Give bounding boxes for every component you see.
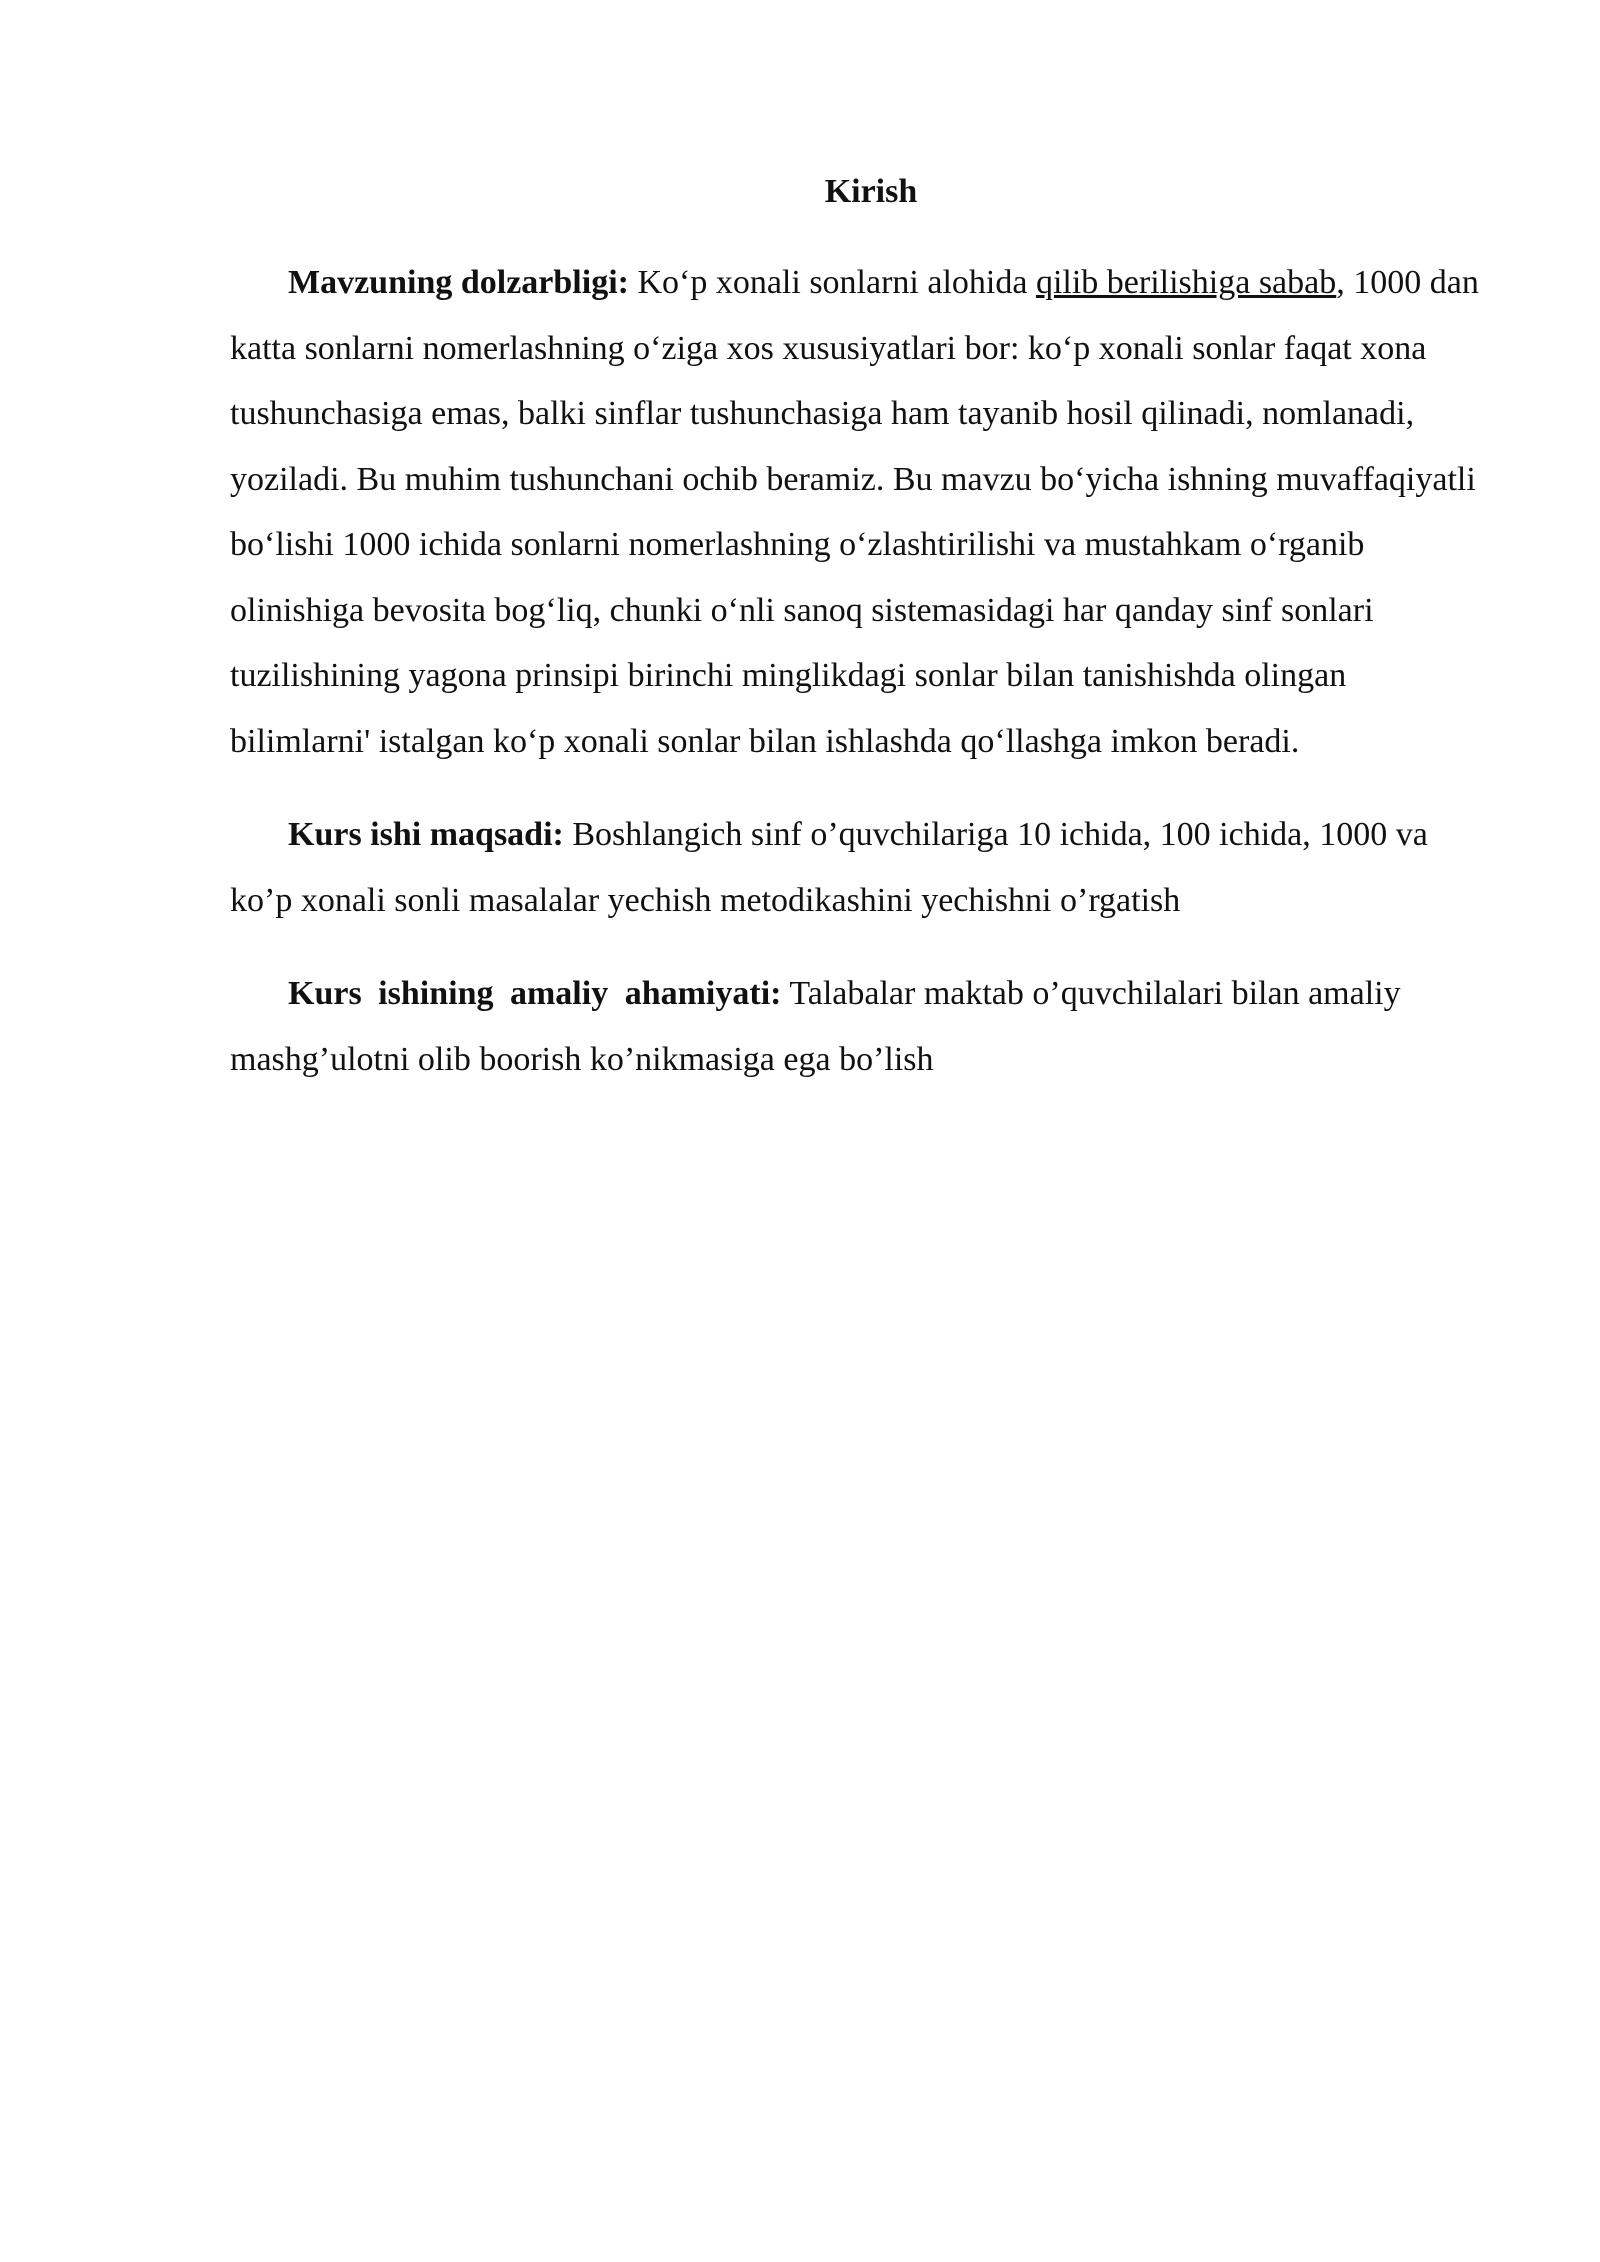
paragraph-text: , 1000 dan katta sonlarni nomerlashning o‘ziga xos xususiyatlari bor: ko‘p xonali sonlar faqat xona tushunchasiga emas, balki sinflar tushunchasiga ham tayanib hosil qilinadi, nomlanadi, yoziladi. Bu muhim tushunchani ochib beramiz. Bu mavzu bo‘yicha ishning muvaffaqiyatli bo‘lishi 1000 ichida sonlarni nomerlashning o‘zlashtirilishi va mustahkam o‘rganib olinishiga bevosita bog‘liq, chunki o‘nli sanoq sistemasidagi har qanday sinf sonlari tuzilishining yagona prinsipi birinchi minglikdagi sonlar bilan tanishishda olingan bilimlarni' istalgan ko‘p xonali sonlar bilan ishlashda qo‘llashga imkon beradi.	[230, 264, 1479, 760]
paragraph-text: Boshlangich sinf o’quvchilariga 10 ichida, 100 ichida, 1000 va ko’p xonali sonli masalalar yechish metodikashini yechishni o’rgatish	[230, 816, 1428, 919]
paragraph-label: Mavzuning dolzarbligi:	[288, 264, 629, 301]
paragraph-practical-value	[230, 961, 1482, 1092]
paragraph-label: Kurs ishining amaliy ahamiyati:	[288, 975, 782, 1012]
paragraph-relevance	[230, 250, 1482, 774]
paragraph-text: Ko‘p xonali sonlarni alohida	[628, 264, 1036, 301]
underlined-phrase: qilib berilishiga sabab	[1035, 264, 1337, 301]
paragraph-text: Talabalar maktab o’quvchilalari bilan amaliy mashg’ulotni olib boorish ko’nikmasiga ega bo’lish	[230, 975, 1401, 1078]
page-title: Kirish	[824, 173, 918, 210]
document-body	[230, 168, 1482, 1120]
paragraph-goal	[230, 802, 1482, 933]
paragraph-label: Kurs ishi maqsadi:	[288, 816, 564, 853]
